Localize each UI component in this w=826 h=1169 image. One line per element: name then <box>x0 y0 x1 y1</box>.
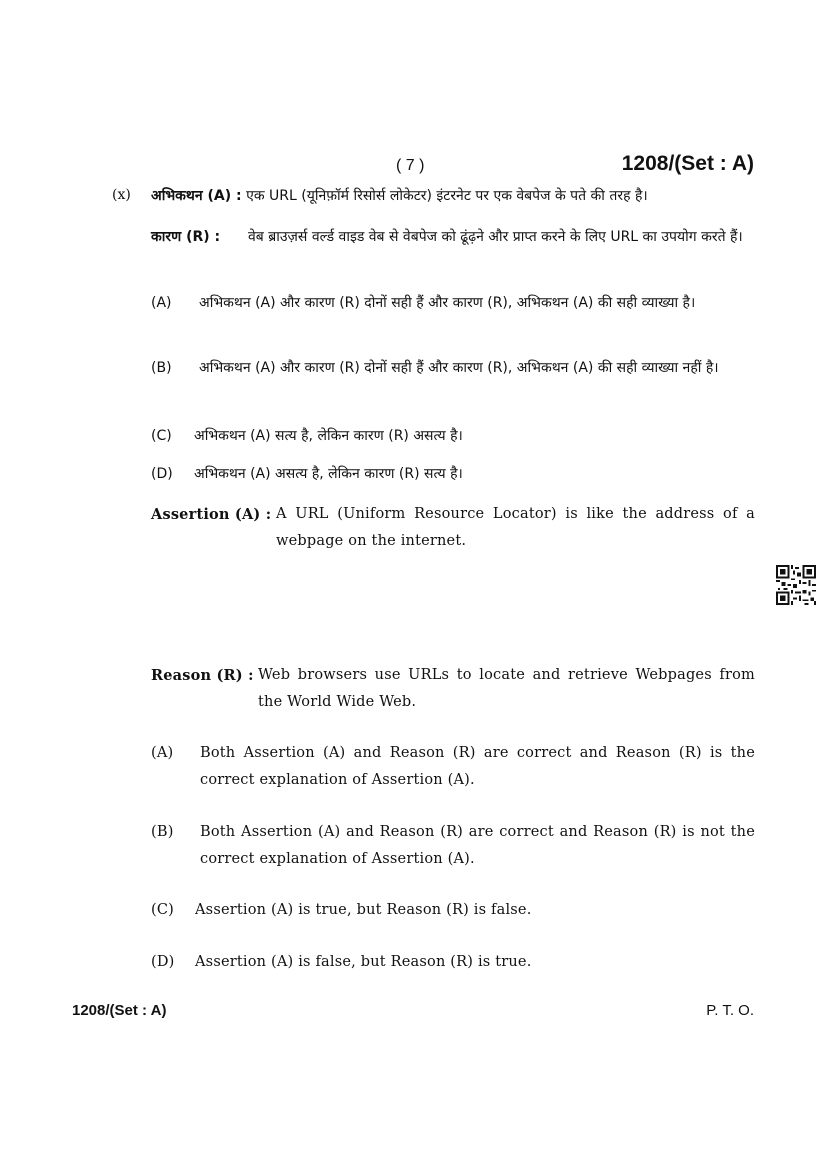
page-number: ( 7 ) <box>396 157 425 174</box>
english-option-text-b: Both Assertion (A) and Reason (R) are correct and Reason (R) is not the correct explanation of Assertion (A). <box>200 824 755 867</box>
english-option-text-d: Assertion (A) is false, but Reason (R) is true. <box>195 954 532 970</box>
english-option-label-c: (C) <box>151 902 175 918</box>
hindi-option-label-a: (A) <box>151 295 172 311</box>
english-option-label-a: (A) <box>151 745 174 761</box>
english-option-text-a: Both Assertion (A) and Reason (R) are correct and Reason (R) is the correct explanation of Assertion (A). <box>200 745 755 788</box>
hindi-option-text-a: अभिकथन (A) और कारण (R) दोनों सही हैं और कारण (R), अभिकथन (A) की सही व्याख्या है। <box>199 295 696 311</box>
paper-code-footer: 1208/(Set : A) <box>72 1002 167 1019</box>
english-reason-label: Reason (R) : <box>151 667 254 684</box>
english-reason-text: Web browsers use URLs to locate and retrieve Webpages from the World Wide Web. <box>258 667 755 710</box>
hindi-option-label-c: (C) <box>151 428 172 444</box>
hindi-option-text-d: अभिकथन (A) असत्य है, लेकिन कारण (R) सत्य है। <box>194 466 463 482</box>
paper-code-header: 1208/(Set : A) <box>621 152 754 175</box>
hindi-option-text-b: अभिकथन (A) और कारण (R) दोनों सही हैं और कारण (R), अभिकथन (A) की सही व्याख्या नहीं है। <box>199 360 719 376</box>
hindi-assertion-label: अभिकथन (A) : <box>151 188 242 204</box>
qr-code-icon <box>776 565 816 610</box>
hindi-reason-label: कारण (R) : <box>151 229 221 245</box>
english-assertion-text: A URL (Uniform Resource Locator) is like the address of a webpage on the internet. <box>276 506 755 549</box>
pto-label: P. T. O. <box>706 1002 754 1019</box>
english-option-label-d: (D) <box>151 954 175 970</box>
hindi-reason-text: वेब ब्राउज़र्स वर्ल्ड वाइड वेब से वेबपेज को ढूंढ़ने और प्राप्त करने के लिए URL का उपयोग करते हैं। <box>248 229 743 245</box>
english-option-text-c: Assertion (A) is true, but Reason (R) is false. <box>195 902 532 918</box>
english-option-label-b: (B) <box>151 824 174 840</box>
hindi-assertion <box>151 183 761 209</box>
hindi-option-label-b: (B) <box>151 360 172 376</box>
english-assertion-label: Assertion (A) : <box>151 506 272 523</box>
hindi-assertion-text: एक URL (यूनिफ़ॉर्म रिसोर्स लोकेटर) इंटरनेट पर एक वेबपेज के पते की तरह है। <box>246 188 648 204</box>
hindi-option-text-c: अभिकथन (A) सत्य है, लेकिन कारण (R) असत्य है। <box>194 428 463 444</box>
question-number: (x) <box>112 187 131 203</box>
hindi-option-label-d: (D) <box>151 466 173 482</box>
